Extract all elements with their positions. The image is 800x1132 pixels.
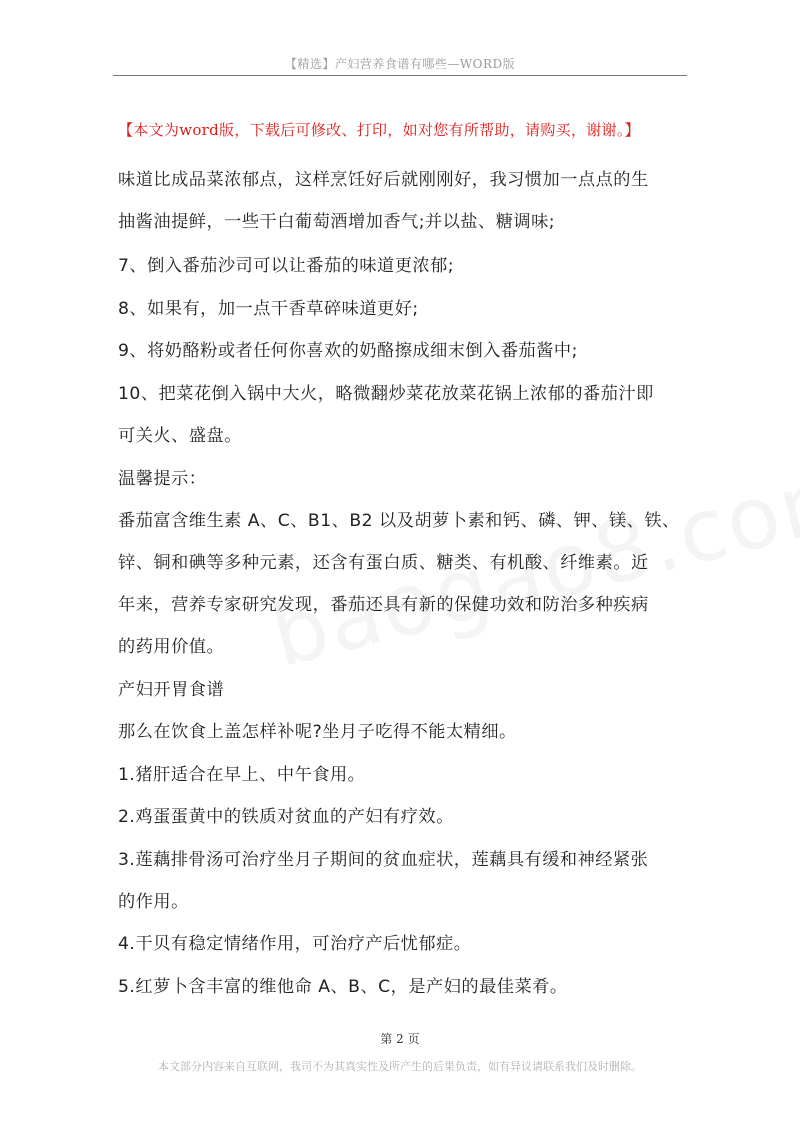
body-line: 那么在饮食上盖怎样补呢?坐月子吃得不能太精细。 xyxy=(118,722,517,742)
list-item: 5.红萝卜含丰富的维他命 A、B、C，是产妇的最佳菜肴。 xyxy=(118,977,568,997)
list-item-continuation: 的作用。 xyxy=(118,892,189,912)
section-heading: 产妇开胃食谱 xyxy=(118,680,225,700)
body-line: 年来，营养专家研究发现，番茄还具有新的保健功效和防治多种疾病 xyxy=(118,595,649,615)
body-line: 9、将奶酪粉或者任何你喜欢的奶酪擦成细末倒入番茄酱中; xyxy=(118,341,578,361)
body-line: 温馨提示： xyxy=(118,469,207,489)
body-line: 锌、铜和碘等多种元素，还含有蛋白质、糖类、有机酸、纤维素。近 xyxy=(118,553,649,573)
body-line: 10、把菜花倒入锅中大火，略微翻炒菜花放菜花锅上浓郁的番茄汁即 xyxy=(118,384,654,404)
footer-disclaimer: 本文部分内容来自互联网，我司不为其真实性及所产生的后果负责，如有异议请联系我们及时删除。 xyxy=(158,1060,642,1073)
body-line: 的药用价值。 xyxy=(118,637,225,657)
body-line: 可关火、盛盘。 xyxy=(118,426,242,446)
body-line: 抽酱油提鲜，一些干白葡萄酒增加香气;并以盐、糖调味; xyxy=(118,212,556,232)
body-line: 8、如果有，加一点干香草碎味道更好; xyxy=(118,299,419,319)
body-line: 味道比成品菜浓郁点，这样烹饪好后就刚刚好，我习惯加一点点的生 xyxy=(118,170,649,190)
list-item: 1.猪肝适合在早上、中午食用。 xyxy=(118,765,366,785)
list-item: 2.鸡蛋蛋黄中的铁质对贫血的产妇有疗效。 xyxy=(118,807,454,827)
word-version-notice: 【本文为word版，下载后可修改、打印，如对您有所帮助，请购买，谢谢。】 xyxy=(118,121,640,139)
body-line: 7、倒入番茄沙司可以让番茄的味道更浓郁; xyxy=(118,256,455,276)
list-item: 3.莲藕排骨汤可治疗坐月子期间的贫血症状，莲藕具有缓和神经紧张 xyxy=(118,850,649,870)
header-divider xyxy=(113,75,687,76)
document-header: 【精选】产妇营养食谱有哪些—WORD版 xyxy=(284,57,516,71)
body-line: 番茄富含维生素 A、C、B1、B2 以及胡萝卜素和钙、磷、钾、镁、铁、 xyxy=(118,511,680,531)
page-number: 第 2 页 xyxy=(380,1032,420,1046)
list-item: 4.干贝有稳定情绪作用，可治疗产后忧郁症。 xyxy=(118,934,472,954)
